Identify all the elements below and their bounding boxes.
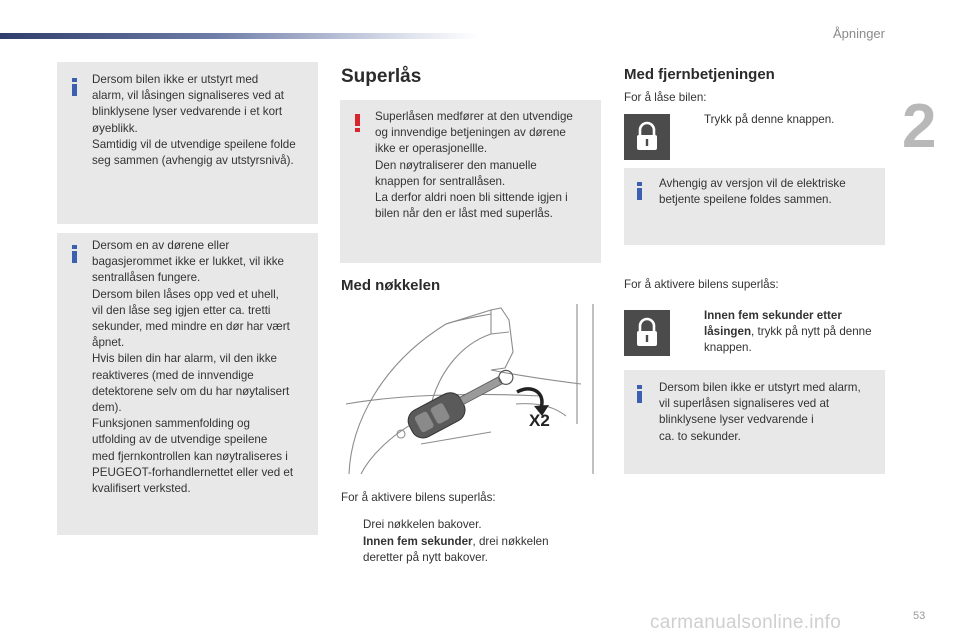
info-note-1 bbox=[57, 62, 318, 224]
subsection-title-key: Med nøkkelen bbox=[341, 277, 441, 294]
step-bullet bbox=[682, 112, 704, 128]
info-note-2-text: Dersom en av dørene eller bagasjerommet ikke er lukket, vil ikke sentrallåsen fungere. Dersom bilen låses opp ved et uhell, vil den låse seg igjen etter ca. tretti sekunder, med mindre en dør har vært åpnet. Hvis bilen din har alarm, vil den ikke reaktiveres (med de innvendige detektorene selv om du har nøytalisert dem). Funksjonen sammenfolding og utfolding av de utvendige speilene med fjernkontrollen kan nøytraliseres i PEUGEOT-forhandlernettet eller ved et kvalifisert verksted. bbox=[92, 239, 294, 496]
warning-note-text: Superlåsen medfører at den utvendige og innvendige betjeningen av dørene ikke er operasjonellle. Den nøytraliserer den manuelle knappen for sentrallåsen. La derfor aldri noen bli sittende igjen i bilen når den er låst med superlås. bbox=[375, 110, 573, 221]
padlock-icon bbox=[624, 310, 670, 356]
key-step-2: Innen fem sekunder, drei nøkkelen deretter på nytt bakover. bbox=[341, 534, 603, 566]
warning-icon bbox=[355, 114, 360, 132]
padlock-icon bbox=[624, 114, 670, 160]
activate-step: Innen fem sekunder etter låsingen, trykk på nytt på denne knappen. bbox=[682, 308, 888, 357]
key-intro: For å aktivere bilens superlås: bbox=[341, 490, 496, 504]
info-icon bbox=[637, 385, 642, 403]
step-bullet bbox=[341, 517, 363, 533]
info-note-4 bbox=[624, 370, 885, 474]
page-number: 53 bbox=[913, 610, 926, 622]
header-gradient-bar bbox=[0, 33, 480, 39]
lock-intro: For å låse bilen: bbox=[624, 91, 707, 104]
info-note-3 bbox=[624, 168, 885, 245]
info-note-3-text: Avhengig av versjon vil de elektriske betjente speilene foldes sammen. bbox=[659, 177, 846, 207]
info-note-4-text: Dersom bilen ikke er utstyrt med alarm, vil superlåsen signaliseres ved at blinklysene lyser vedvarende i ca. to sekunder. bbox=[659, 381, 861, 443]
info-note-1-text: Dersom bilen ikke er utstyrt med alarm, vil låsingen signaliseres ved at blinklysene lyser vedvarende i et kort øyeblikk. Samtidig vil de utvendige speilene folde seg sammen (avhengig av utstyrsnivå). bbox=[92, 73, 296, 168]
press-step: Trykk på denne knappen. bbox=[682, 112, 882, 128]
section-title-superlas: Superlås bbox=[341, 66, 422, 87]
figure-label: X2 bbox=[529, 411, 550, 430]
step-bullet bbox=[341, 534, 363, 566]
key-steps bbox=[341, 478, 603, 566]
section-title-remote: Med fjernbetjeningen bbox=[624, 66, 775, 83]
activate-intro: For å aktivere bilens superlås: bbox=[624, 278, 779, 291]
key-in-door-illustration bbox=[341, 304, 603, 474]
chapter-title: Åpninger bbox=[832, 26, 885, 41]
step-bullet bbox=[682, 308, 704, 357]
info-icon bbox=[72, 78, 77, 96]
watermark: carmanualsonline.info bbox=[650, 612, 842, 633]
info-icon bbox=[72, 245, 77, 263]
chapter-number: 2 bbox=[902, 92, 937, 161]
key-step-1: Drei nøkkelen bakover. bbox=[341, 517, 603, 533]
warning-note bbox=[340, 100, 601, 263]
info-note-2 bbox=[57, 233, 318, 535]
info-icon bbox=[637, 182, 642, 200]
